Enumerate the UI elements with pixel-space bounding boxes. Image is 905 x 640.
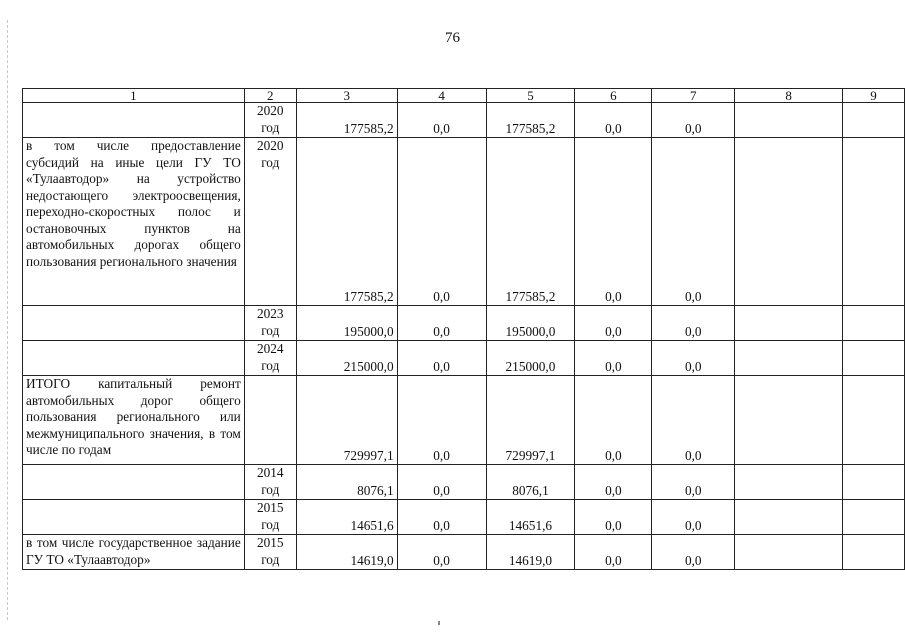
header-cell-3: 3 bbox=[296, 89, 397, 103]
value-cell-4: 0,0 bbox=[397, 341, 486, 376]
value-cell-4: 0,0 bbox=[397, 500, 486, 535]
value-cell-4: 0,0 bbox=[397, 103, 486, 138]
header-row bbox=[23, 89, 905, 103]
year-cell: 2020 год bbox=[244, 103, 296, 138]
value-cell-5: 177585,2 bbox=[486, 138, 575, 306]
header-cell-7: 7 bbox=[652, 89, 735, 103]
page-number: 76 bbox=[445, 30, 460, 46]
year-cell: 2015 год bbox=[244, 535, 296, 570]
value-cell-8 bbox=[735, 306, 843, 341]
header-cell-5: 5 bbox=[486, 89, 575, 103]
value-cell-8 bbox=[735, 535, 843, 570]
value-cell-5: 14651,6 bbox=[486, 500, 575, 535]
value-cell-3: 729997,1 bbox=[296, 376, 397, 465]
value-cell-9 bbox=[843, 465, 905, 500]
value-cell-7: 0,0 bbox=[652, 500, 735, 535]
value-cell-3: 195000,0 bbox=[296, 306, 397, 341]
value-cell-7: 0,0 bbox=[652, 376, 735, 465]
value-cell-6: 0,0 bbox=[575, 306, 652, 341]
header-cell-6: 6 bbox=[575, 89, 652, 103]
value-cell-3: 177585,2 bbox=[296, 138, 397, 306]
value-cell-9 bbox=[843, 535, 905, 570]
value-cell-4: 0,0 bbox=[397, 376, 486, 465]
value-cell-5: 177585,2 bbox=[486, 103, 575, 138]
value-cell-9 bbox=[843, 500, 905, 535]
description-cell bbox=[23, 500, 245, 535]
value-cell-9 bbox=[843, 376, 905, 465]
header-cell-1: 1 bbox=[23, 89, 245, 103]
description-cell bbox=[23, 103, 245, 138]
table-row bbox=[23, 535, 905, 570]
value-cell-6: 0,0 bbox=[575, 535, 652, 570]
description-cell bbox=[23, 465, 245, 500]
value-cell-8 bbox=[735, 500, 843, 535]
description-cell bbox=[23, 306, 245, 341]
value-cell-3: 8076,1 bbox=[296, 465, 397, 500]
table-row bbox=[23, 306, 905, 341]
header-cell-2: 2 bbox=[244, 89, 296, 103]
scan-mark bbox=[438, 621, 440, 625]
table-row bbox=[23, 500, 905, 535]
description-cell: в том числе государственное задание ГУ ТО «Тулаавтодор» bbox=[23, 535, 245, 570]
binding-margin-rule bbox=[7, 20, 8, 620]
value-cell-9 bbox=[843, 103, 905, 138]
value-cell-3: 14651,6 bbox=[296, 500, 397, 535]
description-cell bbox=[23, 341, 245, 376]
value-cell-6: 0,0 bbox=[575, 465, 652, 500]
value-cell-8 bbox=[735, 341, 843, 376]
table-row bbox=[23, 341, 905, 376]
value-cell-8 bbox=[735, 465, 843, 500]
value-cell-9 bbox=[843, 341, 905, 376]
value-cell-8 bbox=[735, 376, 843, 465]
value-cell-4: 0,0 bbox=[397, 465, 486, 500]
value-cell-9 bbox=[843, 138, 905, 306]
value-cell-3: 215000,0 bbox=[296, 341, 397, 376]
value-cell-5: 14619,0 bbox=[486, 535, 575, 570]
value-cell-7: 0,0 bbox=[652, 138, 735, 306]
value-cell-3: 177585,2 bbox=[296, 103, 397, 138]
year-cell: 2014 год bbox=[244, 465, 296, 500]
year-cell bbox=[244, 376, 296, 465]
value-cell-5: 8076,1 bbox=[486, 465, 575, 500]
header-cell-8: 8 bbox=[735, 89, 843, 103]
table-row bbox=[23, 376, 905, 465]
value-cell-7: 0,0 bbox=[652, 535, 735, 570]
header-cell-9: 9 bbox=[843, 89, 905, 103]
value-cell-9 bbox=[843, 306, 905, 341]
value-cell-7: 0,0 bbox=[652, 465, 735, 500]
table-row bbox=[23, 138, 905, 306]
value-cell-5: 729997,1 bbox=[486, 376, 575, 465]
value-cell-8 bbox=[735, 103, 843, 138]
value-cell-6: 0,0 bbox=[575, 376, 652, 465]
value-cell-3: 14619,0 bbox=[296, 535, 397, 570]
value-cell-4: 0,0 bbox=[397, 138, 486, 306]
description-cell: ИТОГО капитальный ремонт автомобильных дорог общего пользования регионального или межмуниципального значения, в том числе по годам bbox=[23, 376, 245, 465]
header-cell-4: 4 bbox=[397, 89, 486, 103]
value-cell-4: 0,0 bbox=[397, 535, 486, 570]
value-cell-6: 0,0 bbox=[575, 138, 652, 306]
value-cell-5: 195000,0 bbox=[486, 306, 575, 341]
budget-table bbox=[22, 88, 905, 570]
value-cell-4: 0,0 bbox=[397, 306, 486, 341]
value-cell-7: 0,0 bbox=[652, 341, 735, 376]
year-cell: 2015 год bbox=[244, 500, 296, 535]
year-cell: 2023 год bbox=[244, 306, 296, 341]
value-cell-6: 0,0 bbox=[575, 500, 652, 535]
table-row bbox=[23, 465, 905, 500]
value-cell-7: 0,0 bbox=[652, 103, 735, 138]
year-cell: 2020 год bbox=[244, 138, 296, 306]
description-cell: в том числе предоставление субсидий на иные цели ГУ ТО «Тулаавтодор» на устройство недостающего электроосвещения, переходно-скоростных полос и остановочных пунктов на автомобильных дорогах общего пользования регионального значения bbox=[23, 138, 245, 306]
table-row bbox=[23, 103, 905, 138]
value-cell-6: 0,0 bbox=[575, 103, 652, 138]
value-cell-7: 0,0 bbox=[652, 306, 735, 341]
value-cell-5: 215000,0 bbox=[486, 341, 575, 376]
year-cell: 2024 год bbox=[244, 341, 296, 376]
value-cell-6: 0,0 bbox=[575, 341, 652, 376]
value-cell-8 bbox=[735, 138, 843, 306]
